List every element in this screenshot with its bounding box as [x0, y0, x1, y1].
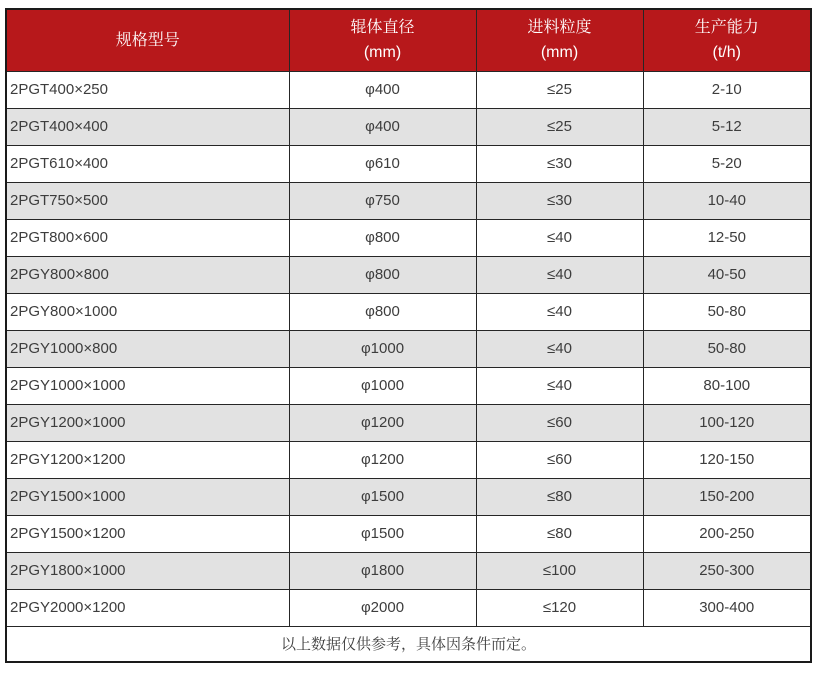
header-title-feed-size: 进料粒度: [527, 19, 592, 37]
feed-size-cell: ≤40: [476, 293, 643, 330]
table-row: [6, 589, 811, 626]
feed-size-cell: ≤25: [476, 108, 643, 145]
table-row: [6, 108, 811, 145]
roller-diameter-cell: φ1800: [289, 552, 476, 589]
feed-size-cell: ≤40: [476, 367, 643, 404]
header-unit-roller-diameter: (mm): [363, 44, 402, 62]
model-cell: 2PGY1000×800: [6, 330, 289, 367]
roller-diameter-cell: φ1500: [289, 515, 476, 552]
roller-diameter-cell: φ800: [289, 293, 476, 330]
header-cell-feed-size: [476, 9, 643, 71]
table-foot: [6, 626, 811, 662]
model-cell: 2PGT750×500: [6, 182, 289, 219]
table-row: [6, 145, 811, 182]
capacity-cell: 50-80: [643, 293, 811, 330]
roller-diameter-cell: φ800: [289, 256, 476, 293]
roller-diameter-cell: φ400: [289, 108, 476, 145]
roller-diameter-cell: φ1000: [289, 367, 476, 404]
table-row: [6, 71, 811, 108]
header-title-roller-diameter: 辊体直径: [350, 19, 415, 37]
model-cell: 2PGY2000×1200: [6, 589, 289, 626]
feed-size-cell: ≤30: [476, 182, 643, 219]
header-title-model: 规格型号: [115, 31, 180, 49]
model-cell: 2PGY1200×1000: [6, 404, 289, 441]
model-cell: 2PGT610×400: [6, 145, 289, 182]
feed-size-cell: ≤60: [476, 404, 643, 441]
header-cell-capacity: [643, 9, 811, 71]
capacity-cell: 2-10: [643, 71, 811, 108]
roller-diameter-cell: φ400: [289, 71, 476, 108]
capacity-cell: 150-200: [643, 478, 811, 515]
roller-diameter-cell: φ1000: [289, 330, 476, 367]
capacity-cell: 12-50: [643, 219, 811, 256]
model-cell: 2PGT400×400: [6, 108, 289, 145]
capacity-cell: 5-20: [643, 145, 811, 182]
header-unit-feed-size: (mm): [540, 44, 579, 62]
capacity-cell: 250-300: [643, 552, 811, 589]
table-row: [6, 330, 811, 367]
feed-size-cell: ≤30: [476, 145, 643, 182]
table-row: [6, 515, 811, 552]
feed-size-cell: ≤40: [476, 219, 643, 256]
table-row: [6, 219, 811, 256]
capacity-cell: 300-400: [643, 589, 811, 626]
feed-size-cell: ≤25: [476, 71, 643, 108]
table-row: [6, 256, 811, 293]
feed-size-cell: ≤80: [476, 515, 643, 552]
model-cell: 2PGY1500×1200: [6, 515, 289, 552]
capacity-cell: 100-120: [643, 404, 811, 441]
table-row: [6, 182, 811, 219]
model-cell: 2PGY1200×1200: [6, 441, 289, 478]
table-row: [6, 552, 811, 589]
header-unit-capacity: (t/h): [712, 44, 741, 62]
roller-diameter-cell: φ1200: [289, 441, 476, 478]
feed-size-cell: ≤120: [476, 589, 643, 626]
roller-diameter-cell: φ1200: [289, 404, 476, 441]
capacity-cell: 80-100: [643, 367, 811, 404]
capacity-cell: 5-12: [643, 108, 811, 145]
model-cell: 2PGY800×1000: [6, 293, 289, 330]
spec-table: [5, 8, 812, 663]
model-cell: 2PGY1000×1000: [6, 367, 289, 404]
capacity-cell: 40-50: [643, 256, 811, 293]
table-row: [6, 293, 811, 330]
header-cell-model: [6, 9, 289, 71]
footnote-row: [6, 626, 811, 662]
roller-diameter-cell: φ2000: [289, 589, 476, 626]
roller-diameter-cell: φ750: [289, 182, 476, 219]
feed-size-cell: ≤40: [476, 330, 643, 367]
model-cell: 2PGY800×800: [6, 256, 289, 293]
table-row: [6, 404, 811, 441]
capacity-cell: 50-80: [643, 330, 811, 367]
table-header: [6, 9, 811, 71]
capacity-cell: 10-40: [643, 182, 811, 219]
table-row: [6, 441, 811, 478]
header-cell-roller-diameter: [289, 9, 476, 71]
feed-size-cell: ≤60: [476, 441, 643, 478]
capacity-cell: 200-250: [643, 515, 811, 552]
feed-size-cell: ≤80: [476, 478, 643, 515]
feed-size-cell: ≤100: [476, 552, 643, 589]
table-body: [6, 71, 811, 626]
table-row: [6, 478, 811, 515]
feed-size-cell: ≤40: [476, 256, 643, 293]
model-cell: 2PGT800×600: [6, 219, 289, 256]
roller-diameter-cell: φ800: [289, 219, 476, 256]
model-cell: 2PGY1800×1000: [6, 552, 289, 589]
table-row: [6, 367, 811, 404]
header-title-capacity: 生产能力: [694, 19, 759, 37]
model-cell: 2PGY1500×1000: [6, 478, 289, 515]
footnote: 以上数据仅供参考，具体因条件而定。: [6, 626, 811, 662]
model-cell: 2PGT400×250: [6, 71, 289, 108]
header-row: [6, 9, 811, 71]
roller-diameter-cell: φ1500: [289, 478, 476, 515]
capacity-cell: 120-150: [643, 441, 811, 478]
roller-diameter-cell: φ610: [289, 145, 476, 182]
